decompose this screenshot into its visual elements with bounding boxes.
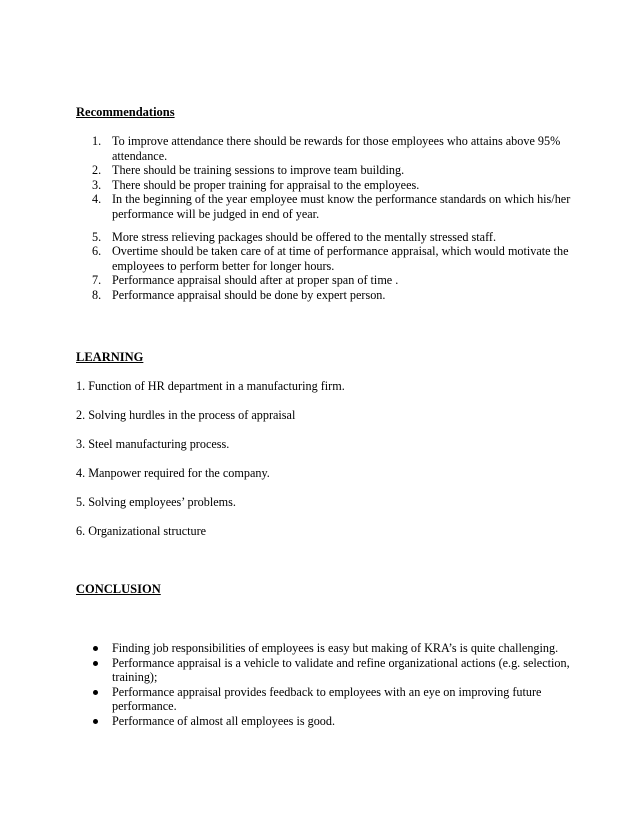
item-text: Performance appraisal should be done by expert person. (112, 287, 386, 302)
learning-item: 6. Organizational structure (76, 524, 207, 538)
list-item (76, 192, 576, 221)
learning-heading: LEARNING (76, 350, 144, 364)
list-item (76, 230, 576, 245)
bullet-icon (93, 646, 98, 651)
item-text: There should be training sessions to improve team building. (112, 163, 405, 178)
item-number: 2. (92, 163, 102, 178)
learning-item: 1. Function of HR department in a manufacturing firm. (76, 379, 345, 393)
item-text: Performance appraisal is a vehicle to validate and refine organizational actions (e.g. selection, training); (112, 655, 570, 685)
list-item (76, 273, 576, 288)
learning-item: 3. Steel manufacturing process. (76, 437, 230, 451)
item-number: 4. (92, 192, 102, 207)
item-text: Performance of almost all employees is good. (112, 713, 336, 728)
bullet-icon (93, 661, 98, 666)
item-number: 7. (92, 273, 102, 288)
learning-item: 5. Solving employees’ problems. (76, 495, 236, 509)
item-text: Finding job responsibilities of employees is easy but making of KRA’s is quite challenging. (112, 641, 559, 655)
list-item (76, 288, 576, 303)
list-item (76, 178, 576, 193)
item-number: 6. (92, 244, 102, 259)
learning-item: 2. Solving hurdles in the process of appraisal (76, 408, 296, 422)
item-text: Performance appraisal should after at proper span of time . (112, 273, 399, 288)
bullet-icon (93, 719, 98, 724)
list-item (76, 163, 576, 178)
item-text: To improve attendance there should be rewards for those employees who attains above 95% attendance. (112, 134, 561, 163)
item-number: 5. (92, 229, 102, 244)
learning-item: 4. Manpower required for the company. (76, 466, 270, 480)
list-item (76, 714, 576, 729)
list-item (76, 685, 576, 714)
list-item (76, 641, 576, 656)
list-item (76, 244, 576, 273)
recommendations-heading: Recommendations (76, 105, 175, 119)
conclusion-list (76, 641, 576, 729)
item-number: 3. (92, 177, 102, 192)
item-text: In the beginning of the year employee must know the performance standards on which his/her performance will be judged in end of year. (112, 192, 571, 221)
item-text: More stress relieving packages should be offered to the mentally stressed staff. (112, 229, 497, 244)
recommendations-list (76, 134, 576, 303)
item-text: Performance appraisal provides feedback to employees with an eye on improving future performance. (112, 684, 542, 714)
item-text: There should be proper training for appraisal to the employees. (112, 177, 420, 192)
item-number: 1. (92, 134, 102, 148)
list-item (76, 656, 576, 685)
item-number: 8. (92, 287, 102, 302)
bullet-icon (93, 690, 98, 695)
conclusion-heading: CONCLUSION (76, 582, 161, 596)
item-text: Overtime should be taken care of at time of performance appraisal, which would motivate the employees to perform better for longer hours. (112, 244, 569, 273)
list-item (76, 134, 576, 163)
